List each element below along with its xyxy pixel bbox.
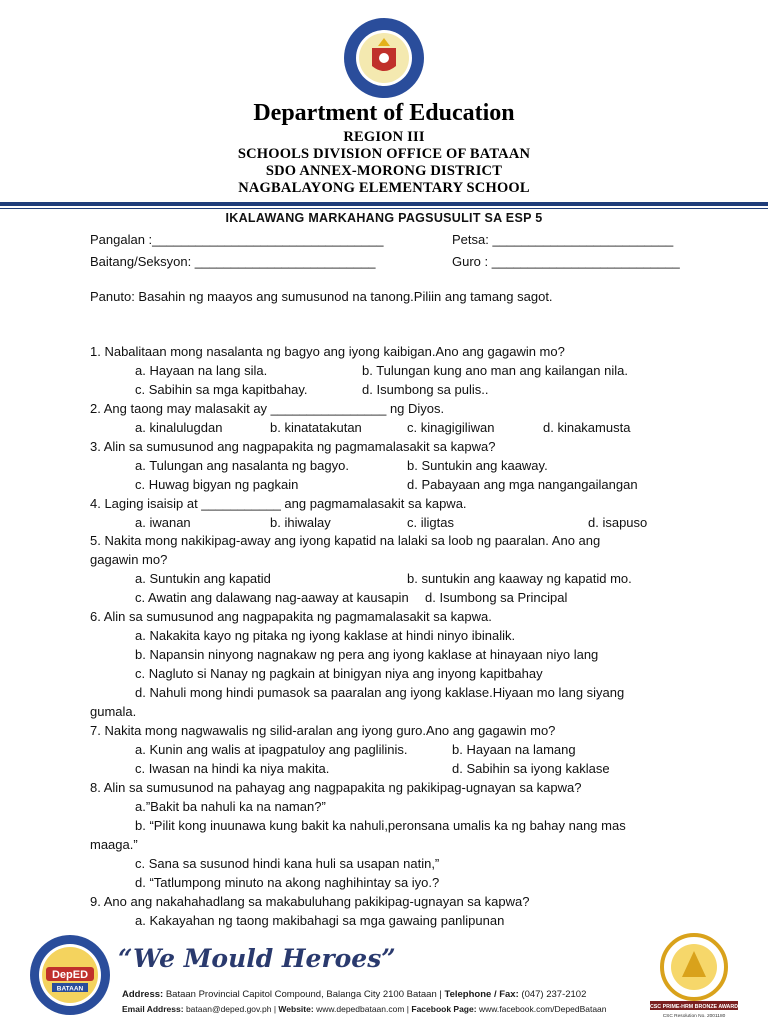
question-7: 7. Nakita mong nagwawalis ng silid-aralan ang iyong guro.Ano ang gagawin mo? bbox=[90, 723, 556, 738]
q1-choice-d[interactable]: d. Isumbong sa pulis.. bbox=[362, 382, 489, 397]
q8-choice-b[interactable]: b. “Pilit kong inuunawa kung bakit ka nahuli,peronsana umalis ka ng bahay nang mas bbox=[135, 818, 626, 833]
q1-choice-b[interactable]: b. Tulungan kung ano man ang kailangan nila. bbox=[362, 363, 628, 378]
q9-choice-a[interactable]: a. Kakayahan ng taong makibahagi sa mga gawaing panlipunan bbox=[135, 913, 505, 928]
q2-choice-a[interactable]: a. kinalulugdan bbox=[135, 420, 223, 435]
region-label: REGION III bbox=[343, 129, 425, 145]
question-3: 3. Alin sa sumusunod ang nagpapakita ng pagmamalasakit sa kapwa? bbox=[90, 439, 496, 454]
q8-choice-c[interactable]: c. Sana sa susunod hindi kana huli sa usapan natin,” bbox=[135, 856, 440, 871]
question-2: 2. Ang taong may malasakit ay ________________ ng Diyos. bbox=[90, 401, 445, 416]
header-divider bbox=[0, 202, 768, 206]
district-label: SDO ANNEX-MORONG DISTRICT bbox=[265, 163, 503, 179]
q3-choice-a[interactable]: a. Tulungan ang nasalanta ng bagyo. bbox=[135, 458, 349, 473]
q4-choice-b[interactable]: b. ihiwalay bbox=[270, 515, 331, 530]
school-name: NAGBALAYONG ELEMENTARY SCHOOL bbox=[238, 180, 530, 196]
question-1: 1. Nabalitaan mong nasalanta ng bagyo ang iyong kaibigan.Ano ang gagawin mo? bbox=[90, 344, 565, 359]
q5-choice-d[interactable]: d. Isumbong sa Principal bbox=[425, 590, 568, 605]
deped-seal bbox=[322, 16, 446, 100]
q6-choice-b[interactable]: b. Napansin ninyong nagnakaw ng pera ang iyong kaklase at hinayaan niyo lang bbox=[135, 647, 599, 662]
q2-choice-d[interactable]: d. kinakamusta bbox=[543, 420, 631, 435]
question-8: 8. Alin sa sumusunod na pahayag ang nagpapakita ng pakikipag-ugnayan sa kapwa? bbox=[90, 780, 582, 795]
question-6: 6. Alin sa sumusunod ang nagpapakita ng pagmamalasakit sa kapwa. bbox=[90, 609, 492, 624]
q4-choice-a[interactable]: a. iwanan bbox=[135, 515, 191, 530]
q8-choice-b-continued: maaga.” bbox=[90, 837, 138, 852]
q1-choice-c[interactable]: c. Sabihin sa mga kapitbahay. bbox=[135, 382, 308, 397]
q4-choice-d[interactable]: d. isapuso bbox=[588, 515, 648, 530]
q2-choice-c[interactable]: c. kinagigiliwan bbox=[407, 420, 495, 435]
footer-address: Address: Bataan Provincial Capitol Compound, Balanga City 2100 Bataan | Telephone / Fax: (047) 237-2102 bbox=[122, 989, 587, 1000]
q5-choice-c[interactable]: c. Awatin ang dalawang nag-aaway at kausapin bbox=[135, 590, 409, 605]
q6-choice-d[interactable]: d. Nahuli mong hindi pumasok sa paaralan ang iyong kaklase.Hiyaan mo lang siyang bbox=[135, 685, 625, 700]
motto: “We Mould Heroes” bbox=[118, 944, 396, 973]
q5-choice-a[interactable]: a. Suntukin ang kapatid bbox=[135, 571, 271, 586]
q2-choice-b[interactable]: b. kinatatakutan bbox=[270, 420, 362, 435]
svg-text:CSC Resolution No. 2001180: CSC Resolution No. 2001180 bbox=[662, 1014, 726, 1019]
deped-bataan-logo bbox=[28, 933, 112, 1017]
q3-choice-c[interactable]: c. Huwag bigyan ng pagkain bbox=[135, 477, 299, 492]
q7-choice-c[interactable]: c. Iwasan na hindi ka niya makita. bbox=[135, 761, 330, 776]
q6-choice-a[interactable]: a. Nakakita kayo ng pitaka ng iyong kaklase at hindi ninyo ibinalik. bbox=[135, 628, 516, 643]
q7-choice-b[interactable]: b. Hayaan na lamang bbox=[452, 742, 576, 757]
q8-choice-a[interactable]: a.”Bakit ba nahuli ka na naman?” bbox=[135, 799, 326, 814]
q3-choice-b[interactable]: b. Suntukin ang kaaway. bbox=[407, 458, 548, 473]
q6-choice-c[interactable]: c. Nagluto si Nanay ng pagkain at binigyan niya ang inyong kapitbahay bbox=[135, 666, 543, 681]
header-divider-thin bbox=[0, 208, 768, 209]
teacher-field[interactable]: Guro : __________________________ bbox=[452, 254, 680, 269]
csc-award-badge bbox=[644, 933, 744, 1019]
q4-choice-c[interactable]: c. iligtas bbox=[407, 515, 454, 530]
question-4: 4. Laging isaisip at ___________ ang pagmamalasakit sa kapwa. bbox=[90, 496, 467, 511]
q7-choice-a[interactable]: a. Kunin ang walis at ipagpatuloy ang paglilinis. bbox=[135, 742, 408, 757]
q6-choice-d-continued: gumala. bbox=[90, 704, 137, 719]
q5-choice-b[interactable]: b. suntukin ang kaaway ng kapatid mo. bbox=[407, 571, 632, 586]
q3-choice-d[interactable]: d. Pabayaan ang mga nangangailangan bbox=[407, 477, 638, 492]
exam-title: IKALAWANG MARKAHANG PAGSUSULIT SA ESP 5 bbox=[225, 211, 543, 225]
name-field[interactable]: Pangalan :________________________________ bbox=[90, 232, 384, 247]
footer-contact: Email Address: bataan@deped.gov.ph | Website: www.depedbataan.com | Facebook Page: www.facebook.com/DepedBataan bbox=[122, 1004, 607, 1014]
question-5-continued: gagawin mo? bbox=[90, 552, 168, 567]
q7-choice-d[interactable]: d. Sabihin sa iyong kaklase bbox=[452, 761, 610, 776]
division-label: SCHOOLS DIVISION OFFICE OF BATAAN bbox=[237, 146, 531, 162]
question-9: 9. Ano ang nakahahadlang sa makabuluhang pakikipag-ugnayan sa kapwa? bbox=[90, 894, 530, 909]
grade-section-field[interactable]: Baitang/Seksyon: _________________________ bbox=[90, 254, 376, 269]
q1-choice-a[interactable]: a. Hayaan na lang sila. bbox=[135, 363, 268, 378]
question-5: 5. Nakita mong nakikipag-away ang iyong kapatid na lalaki sa loob ng paaralan. Ano ang bbox=[90, 533, 601, 548]
svg-text:BATAAN: BATAAN bbox=[56, 985, 84, 993]
svg-text:CSC PRIME-HRM BRONZE AWARD: CSC PRIME-HRM BRONZE AWARD bbox=[649, 1004, 739, 1010]
svg-text:DepED: DepED bbox=[51, 969, 89, 981]
q8-choice-d[interactable]: d. “Tatlumpong minuto na akong naghihintay sa iyo.? bbox=[135, 875, 440, 890]
instructions: Panuto: Basahin ng maayos ang sumusunod na tanong.Piliin ang tamang sagot. bbox=[90, 289, 553, 304]
date-field[interactable]: Petsa: _________________________ bbox=[452, 232, 674, 247]
department-title: Department of Education bbox=[253, 100, 515, 126]
